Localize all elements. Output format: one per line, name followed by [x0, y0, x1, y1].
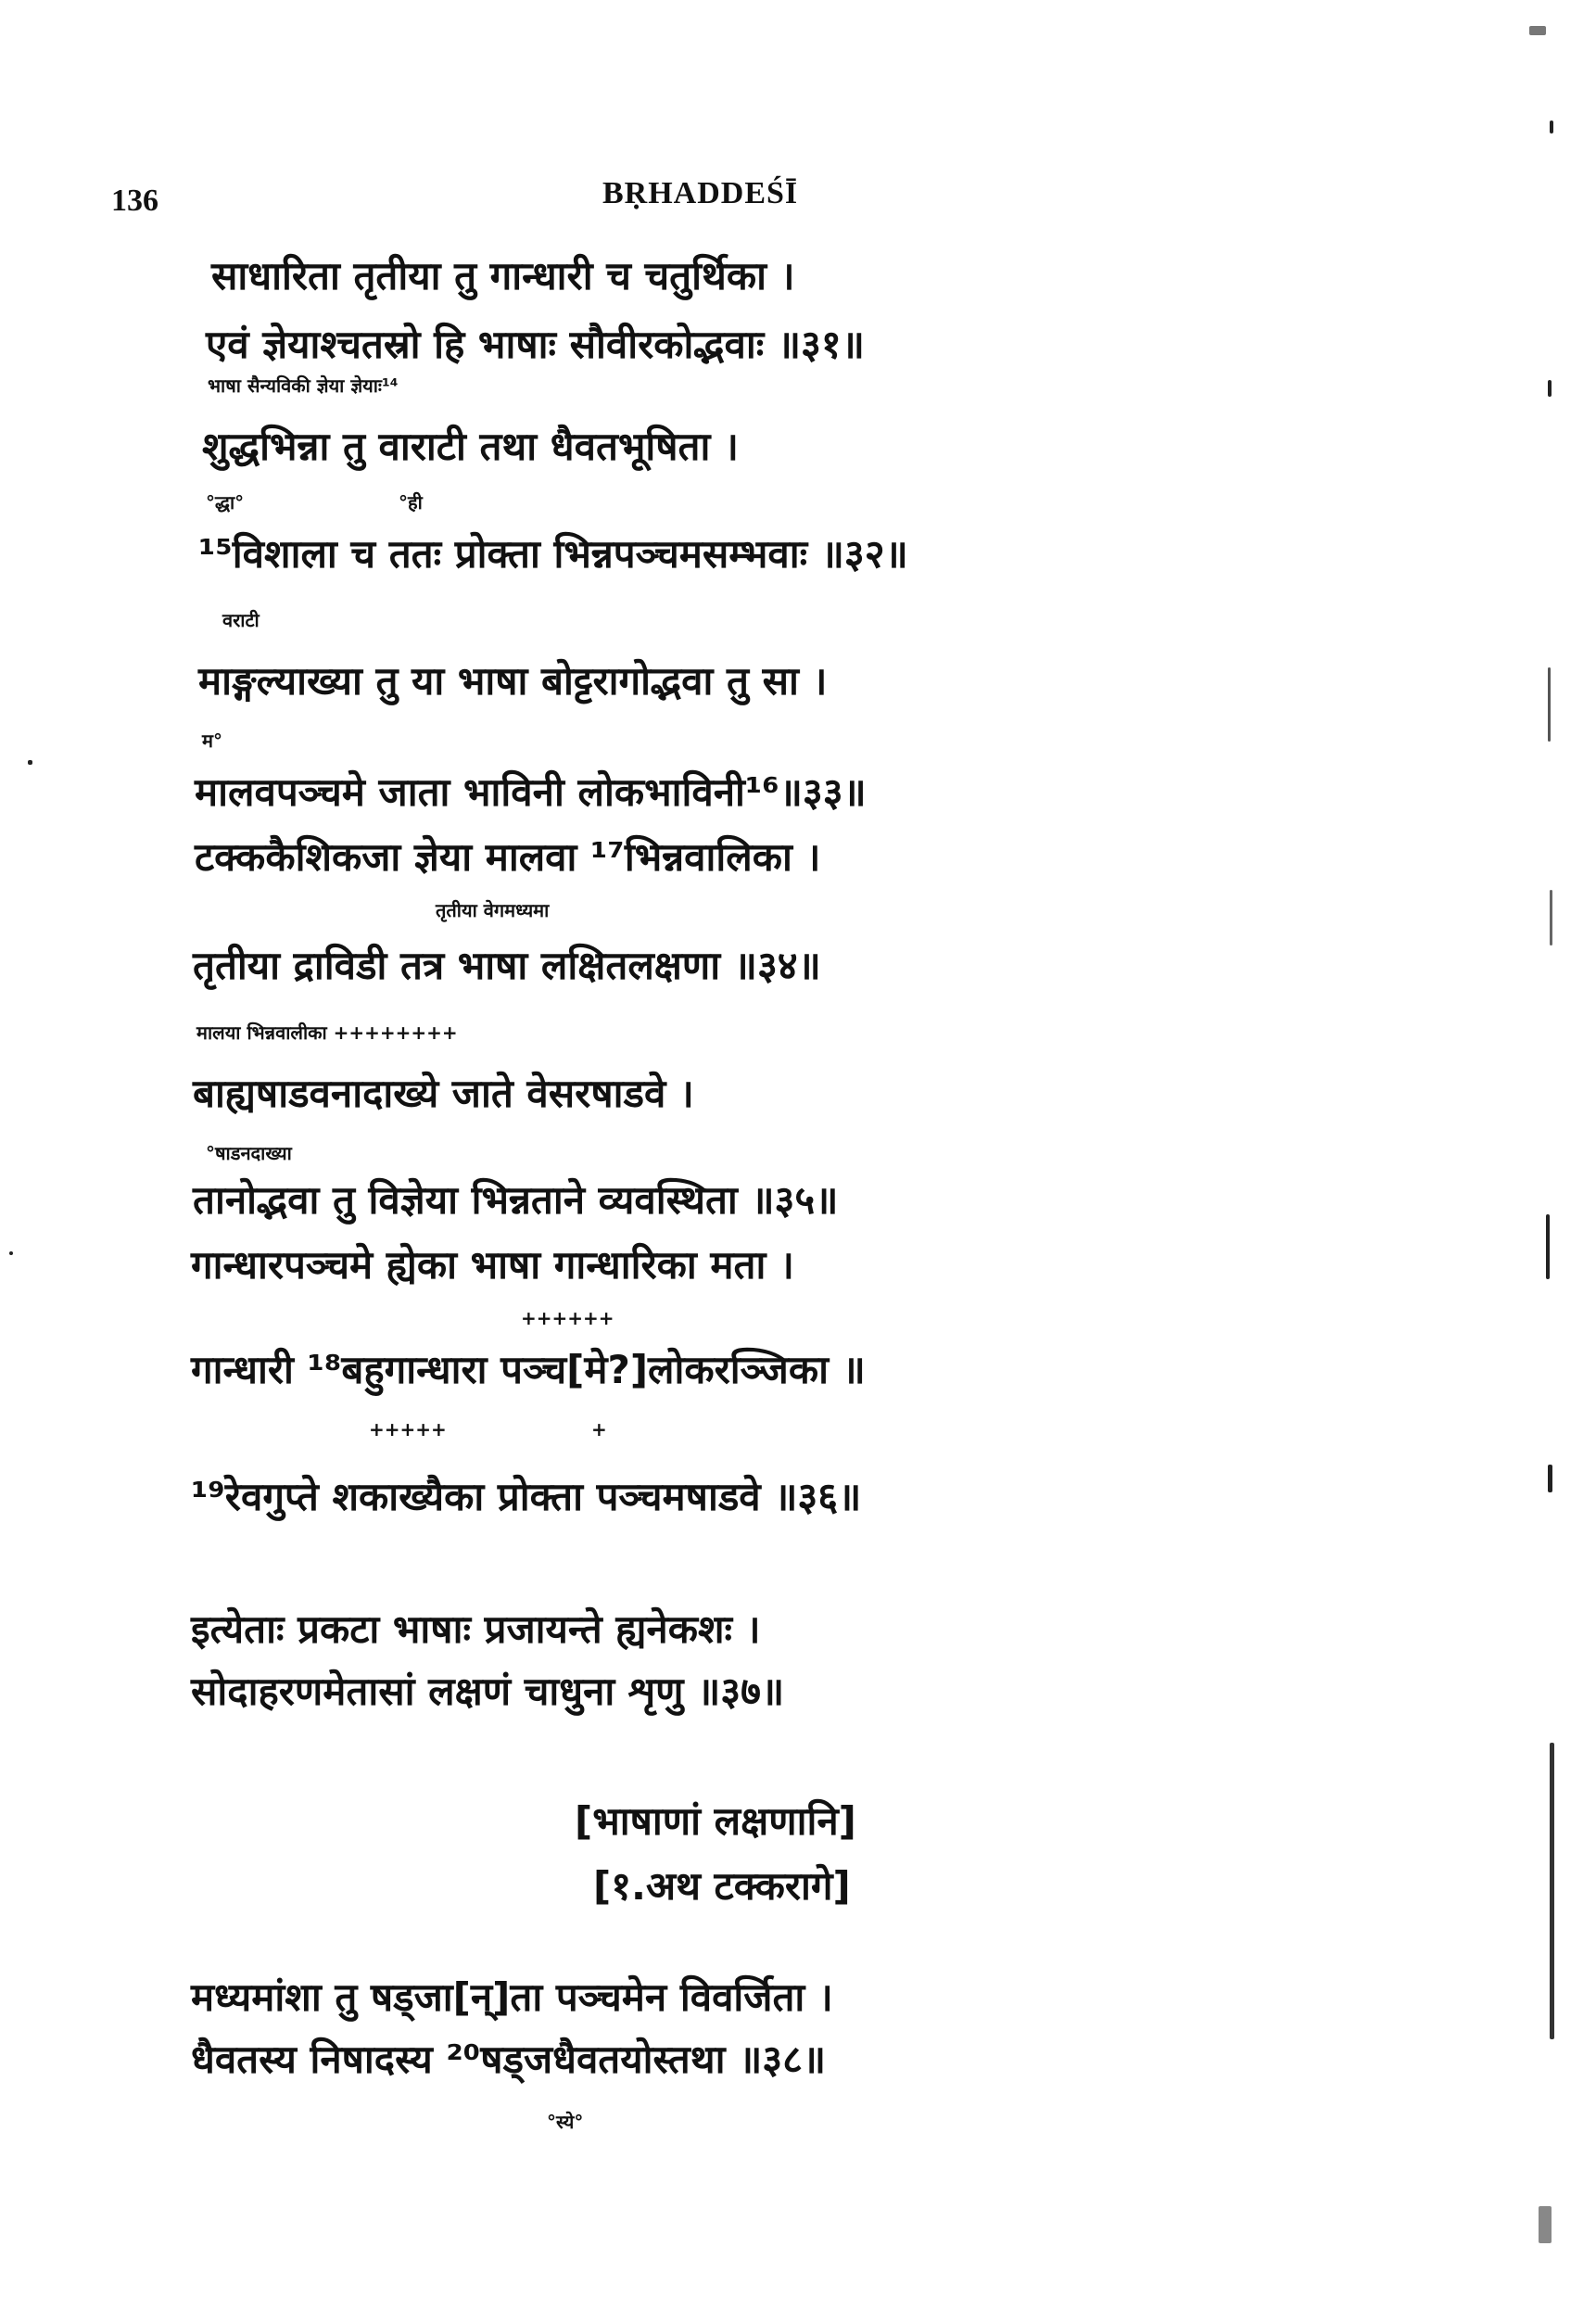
verse-line: टक्ककैशिकजा ज्ञेया मालवा ¹⁷भिन्नवालिका । — [195, 834, 821, 880]
variant-note: तृतीया वेगमध्यमा — [436, 899, 550, 921]
section-subtitle: [१.अथ टक्करागे] — [593, 1863, 851, 1909]
variant-note: °द्धा° — [206, 491, 245, 514]
scan-speck — [1548, 1465, 1552, 1492]
variant-note: वराटी — [222, 609, 260, 631]
verse-line: मध्यमांशा तु षड्जा[न्]ता पञ्चमेन विवर्जिता । — [191, 1974, 833, 2020]
variant-note: °स्ये° — [547, 2111, 584, 2133]
verse-line: शुद्धभिन्ना तु वाराटी तथा धैवतभूषिता । — [202, 424, 739, 469]
variant-note: °षाडनदाख्या — [206, 1142, 292, 1164]
verse-line: ¹⁵विशाला च ततः प्रोक्ता भिन्नपञ्चमसम्भवाः ॥३२॥ — [198, 531, 908, 577]
variant-note: + — [591, 1418, 607, 1440]
scan-speck — [9, 1251, 13, 1255]
variant-note: मालया भिन्नवालीका ++++++++ — [196, 1022, 458, 1044]
section-title: [भाषाणां लक्षणानि] — [575, 1798, 856, 1844]
verse-line: माङ्गल्याख्या तु या भाषा बोट्टरागोद्भवा तु सा । — [198, 658, 828, 704]
variant-note: °ही — [399, 491, 423, 514]
verse-line: तानोद्भवा तु विज्ञेया भिन्नताने व्यवस्थिता ॥३५॥ — [193, 1177, 839, 1223]
scan-speck — [1550, 121, 1553, 133]
verse-line: मालवपञ्चमे जाता भाविनी लोकभाविनी¹⁶॥३३॥ — [195, 769, 867, 815]
verse-line: साधारिता तृतीया तु गान्धारी च चतुर्थिका । — [211, 253, 795, 298]
variant-note: भाषा सैन्यविकी ज्ञेया ज्ञेयाः¹⁴ — [208, 374, 399, 397]
scan-speck — [1529, 26, 1546, 35]
verse-line: बाह्यषाडवनादाख्ये जाते वेसरषाडवे । — [193, 1071, 694, 1116]
scan-speck — [1548, 380, 1552, 397]
verse-line: सोदाहरणमेतासां लक्षणं चाधुना शृणु ॥३७॥ — [191, 1669, 785, 1714]
verse-line: गान्धारपञ्चमे ह्येका भाषा गान्धारिका मता । — [191, 1242, 794, 1288]
scan-speck — [1548, 667, 1551, 742]
verse-line: तृतीया द्राविडी तत्र भाषा लक्षितलक्षणा ॥३४॥ — [193, 943, 821, 988]
scan-speck — [1539, 2206, 1552, 2243]
variant-note: +++++ — [369, 1418, 447, 1440]
scan-speck — [1550, 890, 1552, 945]
verse-line: ¹⁹रेवगुप्ते शकाख्यैका प्रोक्ता पञ्चमषाडवे ॥३६॥ — [191, 1474, 862, 1519]
verse-line: एवं ज्ञेयाश्चतस्रो हि भाषाः सौवीरकोद्भवाः ॥३१॥ — [206, 322, 865, 367]
verse-line: गान्धारी ¹⁸बहुगान्धारा पञ्च[मे?]लोकरञ्जिका ॥ — [191, 1347, 866, 1392]
scan-speck — [28, 760, 32, 765]
verse-line: धैवतस्य निषादस्य ²⁰षड्जधैवतयोस्तथा ॥३८॥ — [191, 2037, 827, 2082]
scan-speck — [1546, 1214, 1550, 1279]
scan-speck — [1550, 1743, 1554, 2039]
verse-line: इत्येताः प्रकटा भाषाः प्रजायन्ते ह्यनेकशः । — [191, 1606, 761, 1652]
variant-note: म° — [202, 730, 222, 752]
variant-note: ++++++ — [521, 1307, 614, 1329]
running-title: BṚHADDEŚĪ — [602, 176, 799, 210]
page-number: 136 — [111, 184, 158, 218]
